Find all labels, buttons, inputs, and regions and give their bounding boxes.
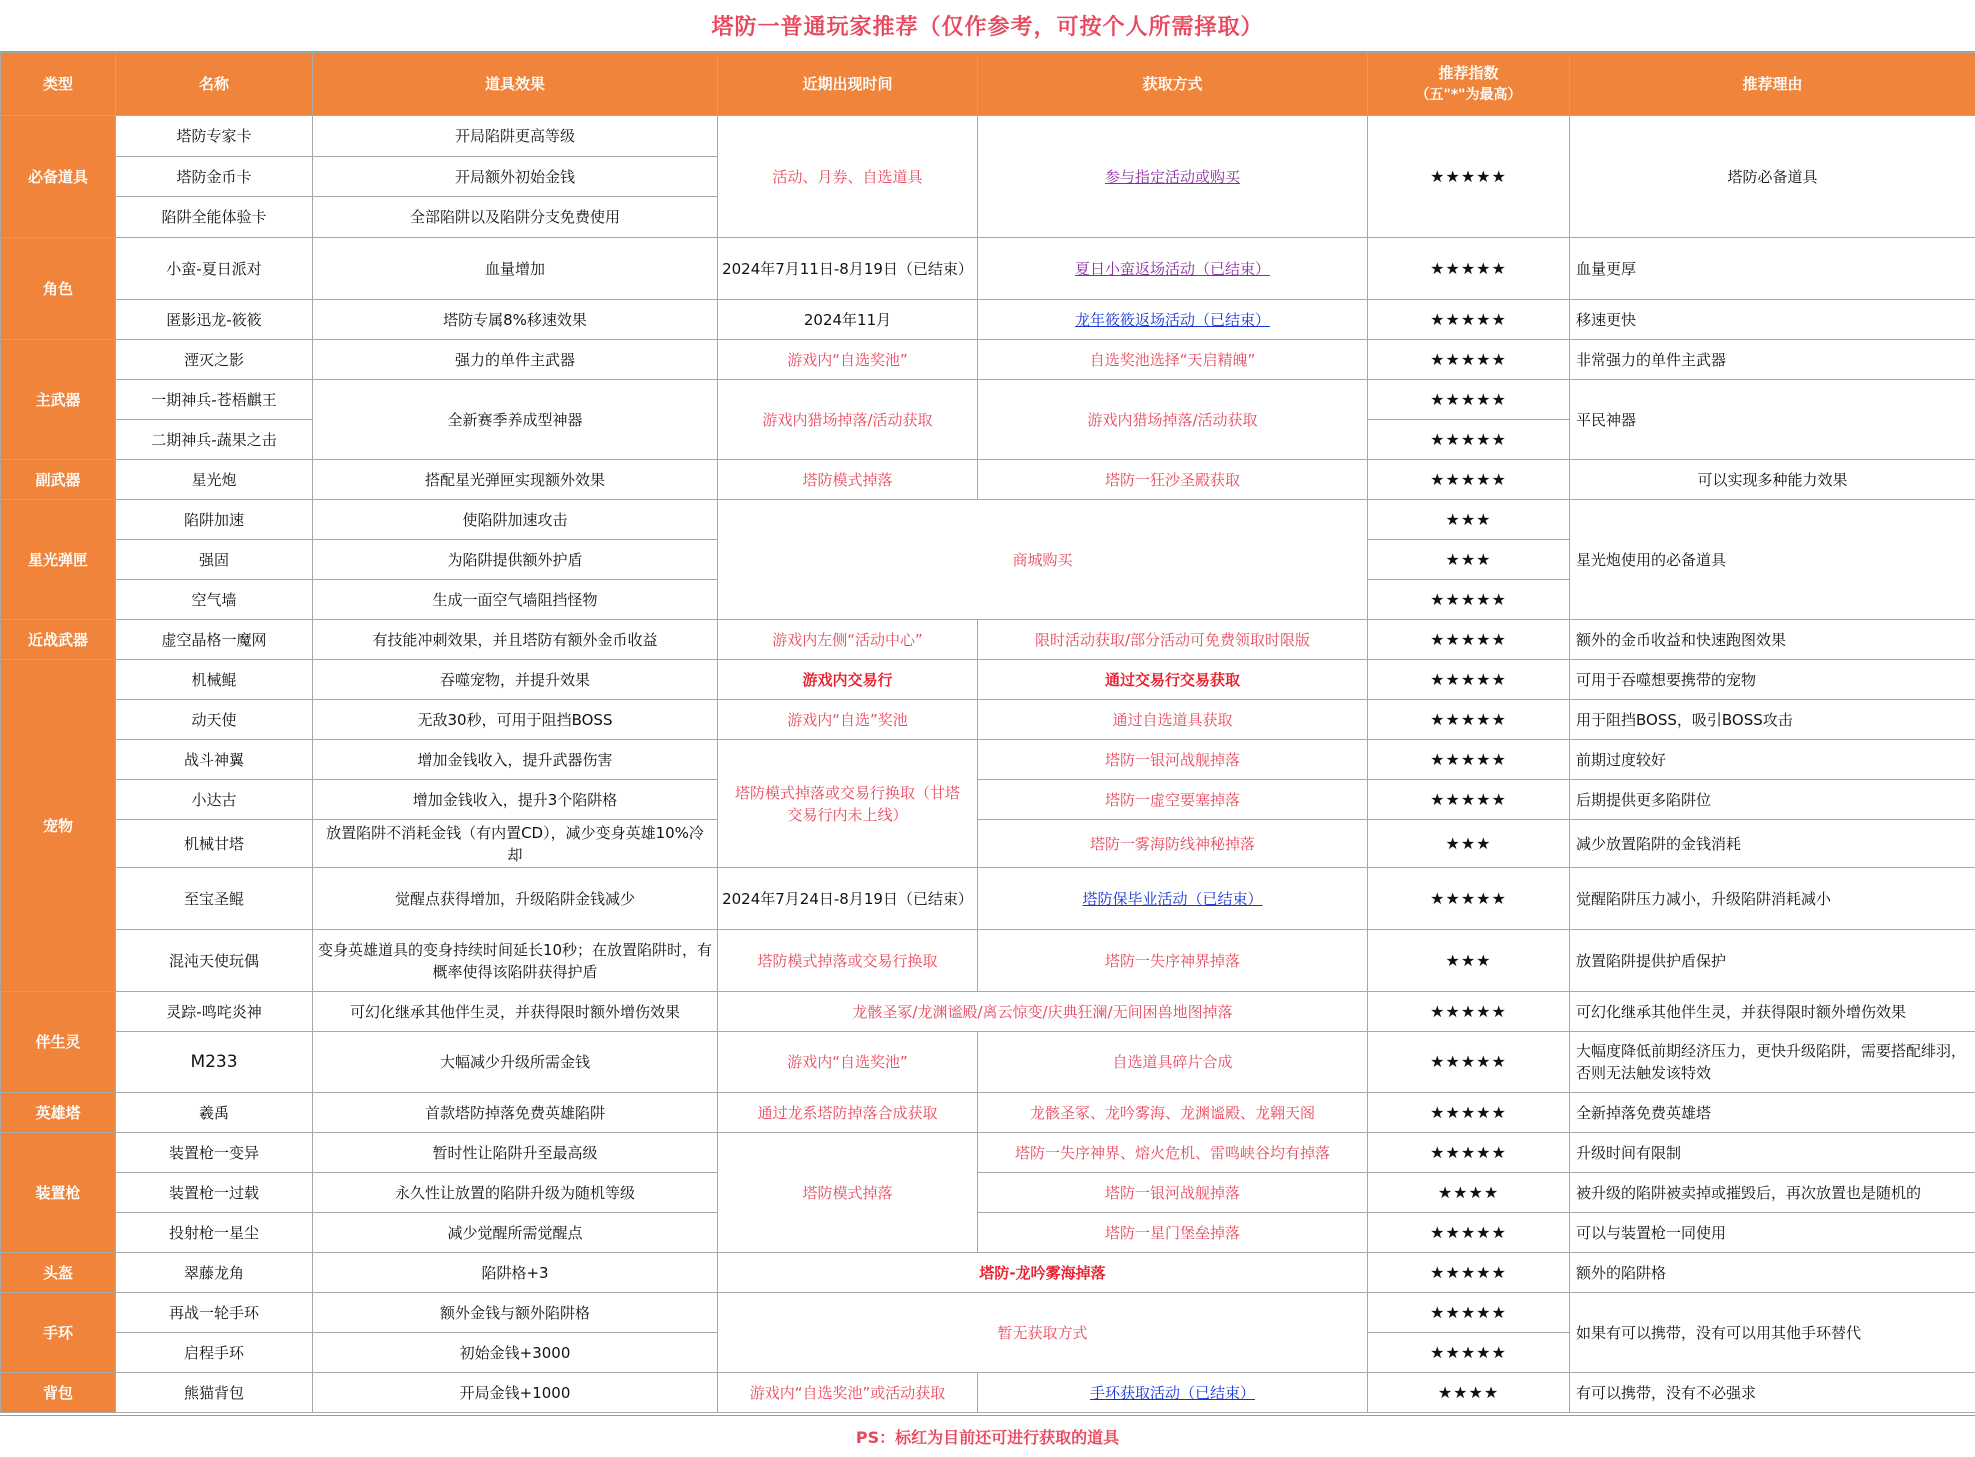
item-effect: 血量增加	[313, 238, 718, 300]
table-row	[1, 1253, 1975, 1293]
item-name: 一期神兵-苍梧麒王	[116, 380, 313, 420]
item-name: 羲禹	[116, 1093, 313, 1133]
table-row	[1, 620, 1975, 660]
category-cell: 英雄塔	[1, 1093, 116, 1133]
header-acquire: 获取方式	[978, 53, 1368, 116]
item-effect: 初始金钱+3000	[313, 1333, 718, 1373]
header-rating	[1368, 53, 1570, 116]
rating-stars: ★★★★★	[1368, 460, 1570, 500]
category-cell: 必备道具	[1, 116, 116, 238]
item-effect: 强力的单件主武器	[313, 340, 718, 380]
acquire-link[interactable]: 龙年筱筱返场活动（已结束）	[978, 300, 1368, 340]
item-effect: 永久性让放置的陷阱升级为随机等级	[313, 1173, 718, 1213]
table-row	[1, 740, 1975, 780]
item-name: 再战一轮手环	[116, 1293, 313, 1333]
recent-time: 通过龙系塔防掉落合成获取	[718, 1093, 978, 1133]
item-name: 小蛮-夏日派对	[116, 238, 313, 300]
table-row	[1, 1133, 1975, 1173]
reason: 全新掉落免费英雄塔	[1570, 1093, 1975, 1133]
recent-time: 游戏内猎场掉落/活动获取	[718, 380, 978, 460]
acquire-method: 龙骸圣冢、龙吟雾海、龙渊谧殿、龙翱天阁	[978, 1093, 1368, 1133]
recent-time: 塔防模式掉落	[718, 460, 978, 500]
acquire-method: 自选道具碎片合成	[978, 1032, 1368, 1093]
table-row	[1, 700, 1975, 740]
item-effect: 使陷阱加速攻击	[313, 500, 718, 540]
reason: 非常强力的单件主武器	[1570, 340, 1975, 380]
item-name: 塔防专家卡	[116, 116, 313, 157]
rating-stars: ★★★★★	[1368, 1133, 1570, 1173]
recent-time: 2024年7月24日-8月19日（已结束）	[718, 868, 978, 930]
table-row	[1, 500, 1975, 540]
reason: 觉醒陷阱压力减小，升级陷阱消耗减小	[1570, 868, 1975, 930]
rating-stars: ★★★★	[1368, 1173, 1570, 1213]
item-name: 空气墙	[116, 580, 313, 620]
item-name: 机械鲲	[116, 660, 313, 700]
table-row	[1, 660, 1975, 700]
category-cell: 主武器	[1, 340, 116, 460]
recommendation-table	[0, 52, 1975, 1413]
item-effect: 开局金钱+1000	[313, 1373, 718, 1413]
reason: 大幅度降低前期经济压力，更快升级陷阱，需要搭配绯羽，否则无法触发该特效	[1570, 1032, 1975, 1093]
acquire-method: 限时活动获取/部分活动可免费领取时限版	[978, 620, 1368, 660]
header-reason: 推荐理由	[1570, 53, 1975, 116]
item-name: 混沌天使玩偶	[116, 930, 313, 992]
table-row	[1, 820, 1975, 868]
ps-note: PS：标红为目前还可进行获取的道具	[0, 1415, 1975, 1457]
rating-stars: ★★★★★	[1368, 780, 1570, 820]
recent-time: 游戏内“自选”奖池	[718, 700, 978, 740]
reason: 升级时间有限制	[1570, 1133, 1975, 1173]
rating-stars: ★★★★★	[1368, 420, 1570, 460]
reason: 放置陷阱提供护盾保护	[1570, 930, 1975, 992]
acquire-method: 塔防一失序神界掉落	[978, 930, 1368, 992]
item-effect: 有技能冲刺效果，并且塔防有额外金币收益	[313, 620, 718, 660]
table-row	[1, 460, 1975, 500]
item-effect: 为陷阱提供额外护盾	[313, 540, 718, 580]
item-name: 机械甘塔	[116, 820, 313, 868]
table-row	[1, 1032, 1975, 1093]
rating-stars: ★★★★★	[1368, 620, 1570, 660]
table-row	[1, 238, 1975, 300]
rating-stars: ★★★★★	[1368, 1293, 1570, 1333]
header-type: 类型	[1, 53, 116, 116]
table-row	[1, 380, 1975, 420]
category-cell: 装置枪	[1, 1133, 116, 1253]
category-cell: 副武器	[1, 460, 116, 500]
item-name: 灵踪-鸣咤炎神	[116, 992, 313, 1032]
rating-stars: ★★★★★	[1368, 992, 1570, 1032]
rating-stars: ★★★★★	[1368, 340, 1570, 380]
reason: 减少放置陷阱的金钱消耗	[1570, 820, 1975, 868]
category-cell: 手环	[1, 1293, 116, 1373]
recent-time: 活动、月券、自选道具	[718, 116, 978, 238]
acquire-method: 游戏内猎场掉落/活动获取	[978, 380, 1368, 460]
acquire-link[interactable]: 塔防保毕业活动（已结束）	[978, 868, 1368, 930]
item-effect: 首款塔防掉落免费英雄陷阱	[313, 1093, 718, 1133]
acquire-method: 塔防一雾海防线神秘掉落	[978, 820, 1368, 868]
item-effect: 陷阱格+3	[313, 1253, 718, 1293]
recent-time: 游戏内左侧“活动中心”	[718, 620, 978, 660]
acquire-method: 参与指定活动或购买	[978, 116, 1368, 238]
reason: 可用于吞噬想要携带的宠物	[1570, 660, 1975, 700]
reason: 额外的金币收益和快速跑图效果	[1570, 620, 1975, 660]
item-name: 翠藤龙角	[116, 1253, 313, 1293]
reason: 后期提供更多陷阱位	[1570, 780, 1975, 820]
item-effect: 无敌30秒，可用于阻挡BOSS	[313, 700, 718, 740]
item-effect: 生成一面空气墙阻挡怪物	[313, 580, 718, 620]
item-effect: 增加金钱收入，提升武器伤害	[313, 740, 718, 780]
item-effect: 额外金钱与额外陷阱格	[313, 1293, 718, 1333]
page-title: 塔防一普通玩家推荐（仅作参考，可按个人所需择取）	[0, 0, 1975, 52]
item-name: 启程手环	[116, 1333, 313, 1373]
table-row	[1, 1373, 1975, 1413]
item-effect: 全新赛季养成型神器	[313, 380, 718, 460]
reason: 用于阻挡BOSS，吸引BOSS攻击	[1570, 700, 1975, 740]
item-effect: 增加金钱收入，提升3个陷阱格	[313, 780, 718, 820]
reason: 塔防必备道具	[1570, 116, 1975, 238]
acquire-method: 塔防一狂沙圣殿获取	[978, 460, 1368, 500]
recent-time: 2024年7月11日-8月19日（已结束）	[718, 238, 978, 300]
item-effect: 减少觉醒所需觉醒点	[313, 1213, 718, 1253]
rating-stars: ★★★★★	[1368, 660, 1570, 700]
category-cell: 近战武器	[1, 620, 116, 660]
item-effect: 变身英雄道具的变身持续时间延长10秒；在放置陷阱时，有概率使得该陷阱获得护盾	[313, 930, 718, 992]
item-effect: 觉醒点获得增加，升级陷阱金钱减少	[313, 868, 718, 930]
category-cell: 伴生灵	[1, 992, 116, 1093]
reason: 额外的陷阱格	[1570, 1253, 1975, 1293]
recent-time: 游戏内交易行	[718, 660, 978, 700]
table-row	[1, 300, 1975, 340]
acquire-method: 塔防一银河战舰掉落	[978, 1173, 1368, 1213]
rating-stars: ★★★★★	[1368, 1213, 1570, 1253]
item-name: 战斗神翼	[116, 740, 313, 780]
table-row	[1, 1173, 1975, 1213]
table-row	[1, 1213, 1975, 1253]
rating-stars: ★★★	[1368, 540, 1570, 580]
acquire-link[interactable]: 手环获取活动（已结束）	[978, 1373, 1368, 1413]
reason: 可以实现多种能力效果	[1570, 460, 1975, 500]
item-name: 熊猫背包	[116, 1373, 313, 1413]
category-cell: 背包	[1, 1373, 116, 1413]
reason: 移速更快	[1570, 300, 1975, 340]
item-name: 小达古	[116, 780, 313, 820]
item-effect: 搭配星光弹匣实现额外效果	[313, 460, 718, 500]
category-cell: 星光弹匣	[1, 500, 116, 620]
recent-time: 游戏内“自选奖池”	[718, 1032, 978, 1093]
item-name: 强固	[116, 540, 313, 580]
reason: 可以与装置枪一同使用	[1570, 1213, 1975, 1253]
item-effect: 开局额外初始金钱	[313, 157, 718, 197]
recent-time: 塔防模式掉落或交易行换取	[718, 930, 978, 992]
rating-stars: ★★★	[1368, 820, 1570, 868]
reason: 被升级的陷阱被卖掉或摧毁后，再次放置也是随机的	[1570, 1173, 1975, 1213]
acquire-method: 暂无获取方式	[718, 1293, 1368, 1373]
item-name: 装置枪一变异	[116, 1133, 313, 1173]
table-row	[1, 340, 1975, 380]
rating-stars: ★★★	[1368, 930, 1570, 992]
table-row	[1, 930, 1975, 992]
item-name: M233	[116, 1032, 313, 1093]
rating-stars: ★★★★★	[1368, 1333, 1570, 1373]
item-name: 投射枪一星尘	[116, 1213, 313, 1253]
category-cell: 宠物	[1, 660, 116, 992]
rating-stars: ★★★★★	[1368, 868, 1570, 930]
item-effect: 塔防专属8%移速效果	[313, 300, 718, 340]
header-effect: 道具效果	[313, 53, 718, 116]
acquire-method: 龙骸圣冢/龙渊谧殿/离云惊变/庆典狂澜/无间困兽地图掉落	[718, 992, 1368, 1032]
item-effect: 开局陷阱更高等级	[313, 116, 718, 157]
rating-stars: ★★★★	[1368, 1373, 1570, 1413]
header-name: 名称	[116, 53, 313, 116]
category-cell: 角色	[1, 238, 116, 340]
rating-stars: ★★★★★	[1368, 740, 1570, 780]
category-cell: 头盔	[1, 1253, 116, 1293]
acquire-method: 塔防-龙吟雾海掉落	[718, 1253, 1368, 1293]
item-effect: 可幻化继承其他伴生灵，并获得限时额外增伤效果	[313, 992, 718, 1032]
item-name: 匿影迅龙-筱筱	[116, 300, 313, 340]
acquire-method: 通过自选道具获取	[978, 700, 1368, 740]
reason: 有可以携带，没有不必强求	[1570, 1373, 1975, 1413]
table-row	[1, 780, 1975, 820]
header-rating-label: 推荐指数	[1372, 62, 1565, 84]
item-effect: 大幅减少升级所需金钱	[313, 1032, 718, 1093]
acquire-method: 塔防一虚空要塞掉落	[978, 780, 1368, 820]
reason: 如果有可以携带，没有可以用其他手环替代	[1570, 1293, 1975, 1373]
acquire-method: 塔防一银河战舰掉落	[978, 740, 1368, 780]
table-row	[1, 868, 1975, 930]
acquire-method: 塔防一失序神界、熔火危机、雷鸣峡谷均有掉落	[978, 1133, 1368, 1173]
reason: 星光炮使用的必备道具	[1570, 500, 1975, 620]
item-name: 塔防金币卡	[116, 157, 313, 197]
header-row	[1, 53, 1975, 116]
item-effect: 放置陷阱不消耗金钱（有内置CD），减少变身英雄10%冷却	[313, 820, 718, 868]
recent-time: 游戏内“自选奖池”或活动获取	[718, 1373, 978, 1413]
item-name: 至宝圣鲲	[116, 868, 313, 930]
item-name: 星光炮	[116, 460, 313, 500]
item-name: 二期神兵-蔬果之击	[116, 420, 313, 460]
rating-stars: ★★★★★	[1368, 380, 1570, 420]
rating-stars: ★★★★★	[1368, 1032, 1570, 1093]
item-effect: 吞噬宠物，并提升效果	[313, 660, 718, 700]
header-recent-time: 近期出现时间	[718, 53, 978, 116]
rating-stars: ★★★★★	[1368, 238, 1570, 300]
acquire-method: 塔防一星门堡垒掉落	[978, 1213, 1368, 1253]
reason: 平民神器	[1570, 380, 1975, 460]
table-row	[1, 1093, 1975, 1133]
item-name: 虚空晶格一魔网	[116, 620, 313, 660]
reason: 血量更厚	[1570, 238, 1975, 300]
rating-stars: ★★★★★	[1368, 116, 1570, 238]
table-row	[1, 116, 1975, 157]
item-effect: 全部陷阱以及陷阱分支免费使用	[313, 197, 718, 238]
acquire-method: 通过交易行交易获取	[978, 660, 1368, 700]
item-name: 装置枪一过载	[116, 1173, 313, 1213]
rating-stars: ★★★★★	[1368, 700, 1570, 740]
recent-time: 游戏内“自选奖池”	[718, 340, 978, 380]
rating-stars: ★★★★★	[1368, 580, 1570, 620]
acquire-method: 商城购买	[718, 500, 1368, 620]
reason: 前期过度较好	[1570, 740, 1975, 780]
recent-time: 2024年11月	[718, 300, 978, 340]
recent-time: 塔防模式掉落或交易行换取（甘塔交易行内未上线）	[718, 740, 978, 868]
acquire-method: 自选奖池选择“天启精魄”	[978, 340, 1368, 380]
rating-stars: ★★★★★	[1368, 1093, 1570, 1133]
header-rating-note: （五"*"为最高）	[1372, 84, 1565, 106]
item-name: 湮灭之影	[116, 340, 313, 380]
item-effect: 暂时性让陷阱升至最高级	[313, 1133, 718, 1173]
table-row	[1, 992, 1975, 1032]
rating-stars: ★★★★★	[1368, 1253, 1570, 1293]
reason: 可幻化继承其他伴生灵，并获得限时额外增伤效果	[1570, 992, 1975, 1032]
acquire-link[interactable]: 夏日小蛮返场活动（已结束）	[978, 238, 1368, 300]
recent-time: 塔防模式掉落	[718, 1133, 978, 1253]
table-row	[1, 1293, 1975, 1333]
rating-stars: ★★★	[1368, 500, 1570, 540]
item-name: 陷阱全能体验卡	[116, 197, 313, 238]
item-name: 陷阱加速	[116, 500, 313, 540]
rating-stars: ★★★★★	[1368, 300, 1570, 340]
item-name: 动天使	[116, 700, 313, 740]
